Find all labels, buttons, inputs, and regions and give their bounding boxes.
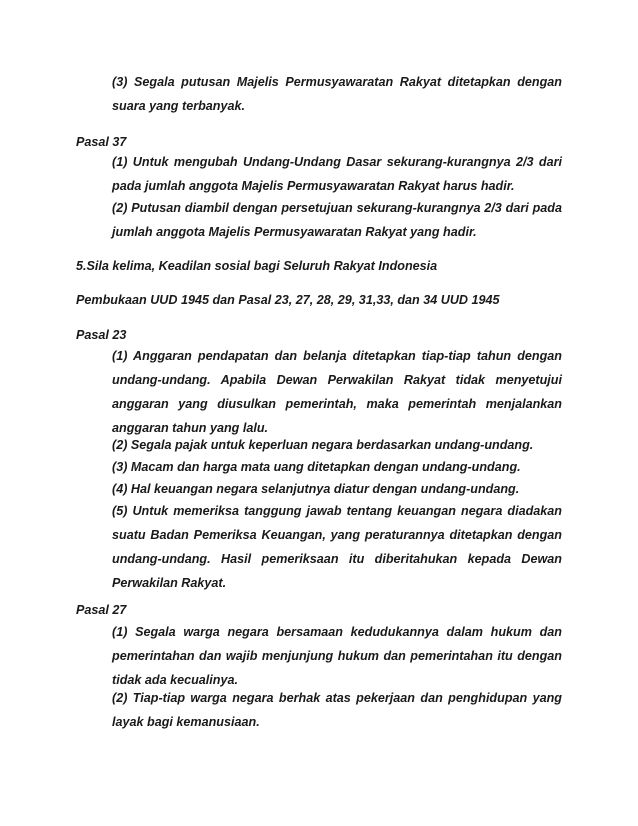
pasal-23-heading: Pasal 23: [76, 328, 127, 342]
pasal-37-clause-2: [112, 196, 562, 244]
text-line: jumlah anggota Majelis Permusyawaratan Rakyat yang hadir.: [112, 225, 477, 239]
pasal-27-heading: Pasal 27: [76, 603, 127, 617]
sila-5-heading: 5.Sila kelima, Keadilan sosial bagi Seluruh Rakyat Indonesia: [76, 259, 438, 273]
pasal-23-clause-2: [112, 433, 562, 457]
text-line: anggaran yang diusulkan pemerintah, maka pemerintah menjalankan: [112, 397, 562, 411]
text-line: suara yang terbanyak.: [112, 99, 245, 113]
pasal-23-clause-5: [112, 499, 562, 595]
text-line: (3) Segala putusan Majelis Permusyawaratan Rakyat ditetapkan dengan: [112, 75, 562, 89]
text-line: (5) Untuk memeriksa tanggung jawab tentang keuangan negara diadakan: [112, 504, 562, 518]
text-line: (2) Segala pajak untuk keperluan negara berdasarkan undang-undang.: [112, 438, 534, 452]
pasal-23-clause-3: [112, 455, 562, 479]
pasal-37-heading: Pasal 37: [76, 135, 127, 149]
pembukaan-heading: Pembukaan UUD 1945 dan Pasal 23, 27, 28, 29, 31,33, dan 34 UUD 1945: [76, 293, 500, 307]
text-line: (1) Segala warga negara bersamaan kedudukannya dalam hukum dan: [112, 625, 562, 639]
text-line: undang-undang. Apabila Dewan Perwakilan Rakyat tidak menyetujui: [112, 373, 562, 387]
pasal-23-clause-4: [112, 477, 562, 501]
pasal-37-clause-1: [112, 150, 562, 198]
text-line: (1) Untuk mengubah Undang-Undang Dasar sekurang-kurangnya 2/3 dari: [112, 155, 562, 169]
text-line: (2) Tiap-tiap warga negara berhak atas pekerjaan dan penghidupan yang: [112, 691, 562, 705]
text-line: (1) Anggaran pendapatan dan belanja ditetapkan tiap-tiap tahun dengan: [112, 349, 562, 363]
text-line: pemerintahan dan wajib menjunjung hukum dan pemerintahan itu dengan: [112, 649, 562, 663]
pasal-27-clause-1: [112, 620, 562, 692]
mpr-clause-3: [112, 70, 562, 118]
text-line: Perwakilan Rakyat.: [112, 576, 227, 590]
text-line: anggaran tahun yang lalu.: [112, 421, 269, 435]
text-line: layak bagi kemanusiaan.: [112, 715, 260, 729]
text-line: (2) Putusan diambil dengan persetujuan sekurang-kurangnya 2/3 dari pada: [112, 201, 562, 215]
text-line: (4) Hal keuangan negara selanjutnya diatur dengan undang-undang.: [112, 482, 520, 496]
text-line: tidak ada kecualinya.: [112, 673, 238, 687]
text-line: suatu Badan Pemeriksa Keuangan, yang peraturannya ditetapkan dengan: [112, 528, 562, 542]
text-line: pada jumlah anggota Majelis Permusyawaratan Rakyat harus hadir.: [112, 179, 515, 193]
pasal-23-clause-1: [112, 344, 562, 440]
text-line: undang-undang. Hasil pemeriksaan itu diberitahukan kepada Dewan: [112, 552, 562, 566]
pasal-27-clause-2: [112, 686, 562, 734]
text-line: (3) Macam dan harga mata uang ditetapkan dengan undang-undang.: [112, 460, 521, 474]
